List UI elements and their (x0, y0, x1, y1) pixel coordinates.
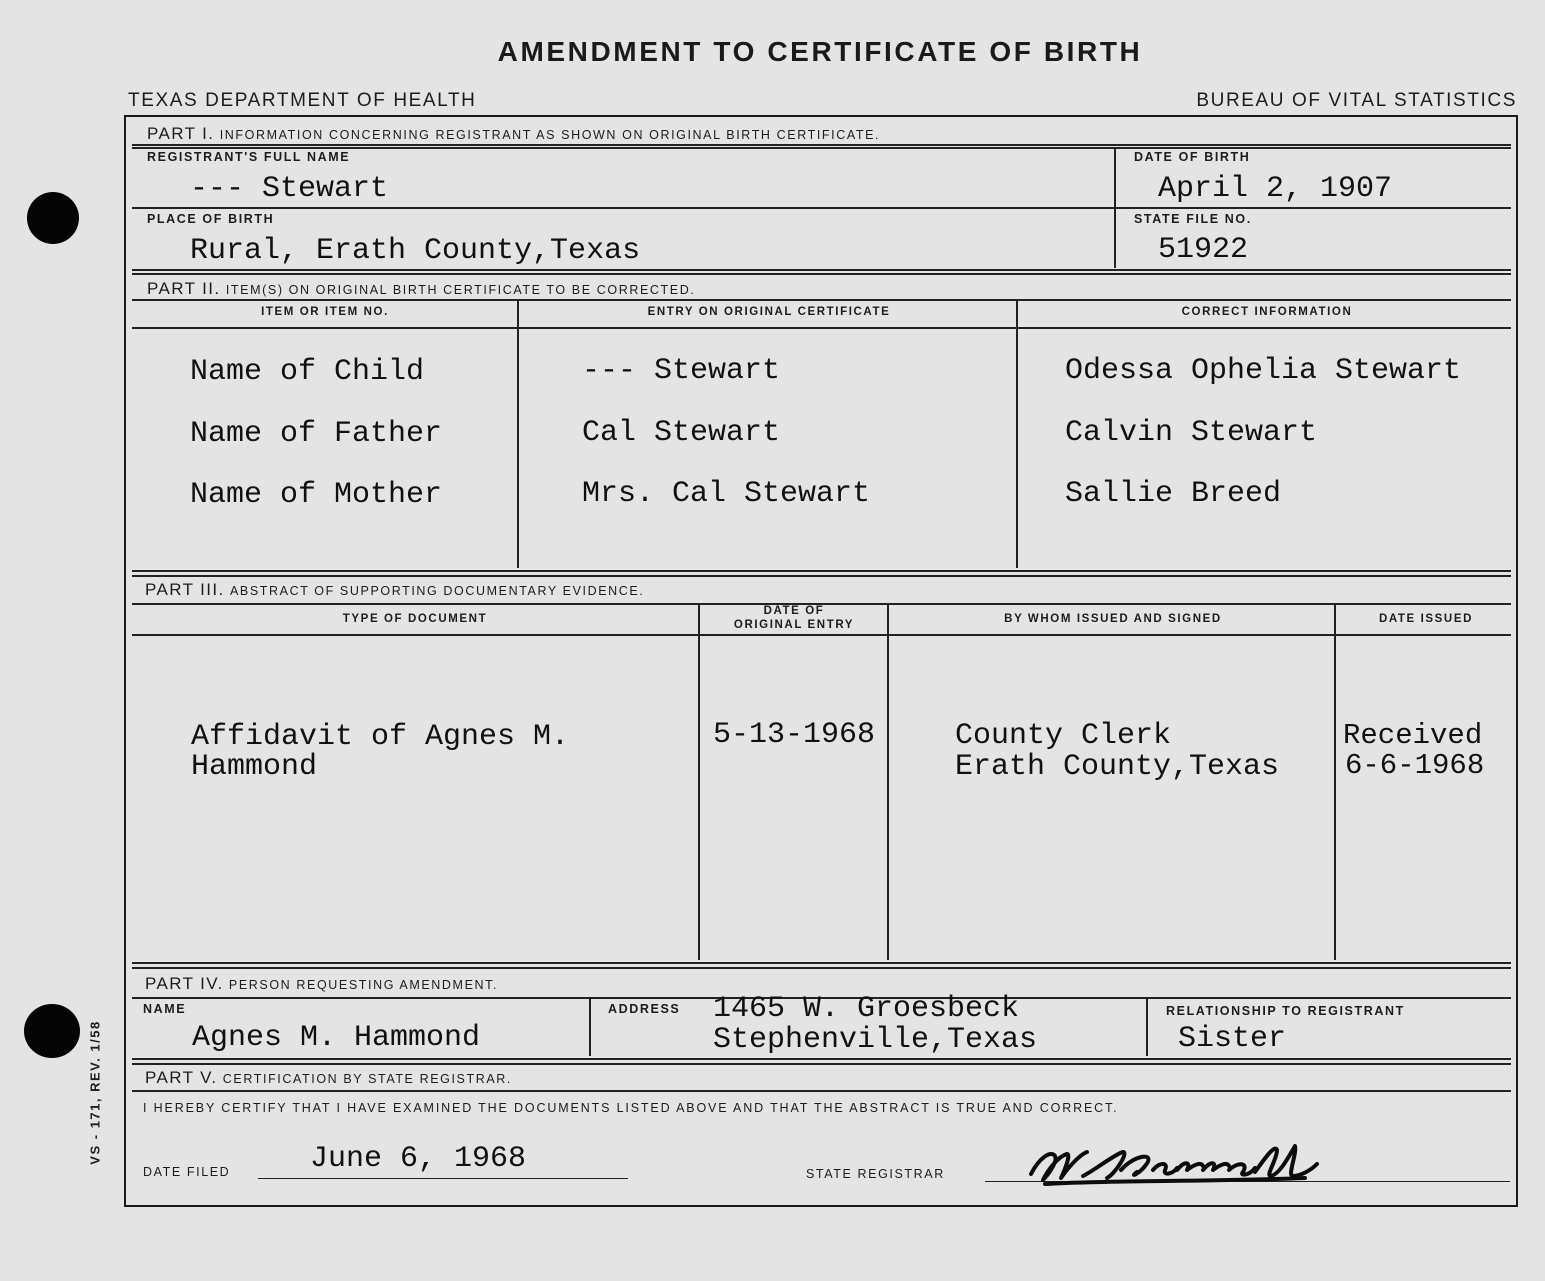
part2-number: PART II. (147, 279, 221, 298)
part2-row-child-original: --- Stewart (582, 354, 781, 388)
requester-address-line1: 1465 W. Groesbeck (713, 992, 1020, 1026)
part1-heading (147, 124, 880, 144)
part2-title: ITEM(S) ON ORIGINAL BIRTH CERTIFICATE TO BE CORRECTED. (225, 283, 696, 297)
evidence-type-line2: Hammond (191, 750, 318, 784)
part4-number: PART IV. (145, 974, 224, 993)
state-registrar-label: STATE REGISTRAR (806, 1167, 945, 1181)
registrant-name-value: --- Stewart (190, 172, 389, 206)
place-of-birth-label: PLACE OF BIRTH (147, 212, 275, 226)
place-of-birth-value: Rural, Erath County,Texas (190, 234, 641, 268)
part2-row-mother-item: Name of Mother (190, 478, 443, 512)
part2-col-original: ENTRY ON ORIGINAL CERTIFICATE (647, 306, 891, 318)
evidence-original-entry: 5-13-1968 (713, 718, 876, 752)
part2-row-child-item: Name of Child (190, 355, 425, 389)
part5-title: CERTIFICATION BY STATE REGISTRAR. (222, 1072, 512, 1086)
date-filed-label: DATE FILED (143, 1165, 231, 1179)
requester-address-line2: Stephenville,Texas (713, 1023, 1038, 1057)
part2-row-father-item: Name of Father (190, 417, 443, 451)
part2-col-correct: CORRECT INFORMATION (1181, 306, 1353, 318)
evidence-date-issued-line1: Received (1343, 719, 1483, 752)
registrar-signature (1025, 1140, 1325, 1196)
part2-row-child-correct: Odessa Ophelia Stewart (1065, 354, 1462, 388)
part2-heading (147, 279, 695, 299)
part3-col-date-line1: DATE OF (763, 605, 825, 617)
evidence-issued-by-line2: Erath County,Texas (955, 750, 1280, 784)
relationship-value: Sister (1178, 1022, 1287, 1056)
evidence-type-line1: Affidavit of Agnes M. (191, 720, 570, 754)
bureau-name: BUREAU OF VITAL STATISTICS (1196, 90, 1517, 111)
date-of-birth-value: April 2, 1907 (1158, 172, 1393, 206)
part3-col-issued-by: BY WHOM ISSUED AND SIGNED (1004, 613, 1222, 625)
certification-statement: I HEREBY CERTIFY THAT I HAVE EXAMINED THE DOCUMENTS LISTED ABOVE AND THAT THE ABSTRACT IS TRUE AND CORRECT. (143, 1101, 1119, 1115)
part3-col-date-issued: DATE ISSUED (1378, 613, 1474, 625)
part3-title: ABSTRACT OF SUPPORTING DOCUMENTARY EVIDENCE. (229, 584, 645, 598)
part5-heading (145, 1068, 512, 1088)
date-of-birth-label: DATE OF BIRTH (1134, 150, 1251, 164)
part2-row-father-correct: Calvin Stewart (1065, 416, 1318, 450)
part5-number: PART V. (145, 1068, 218, 1087)
form-number: VS - 171, REV. 1/58 (87, 1020, 103, 1165)
part2-row-mother-original: Mrs. Cal Stewart (582, 477, 871, 511)
requester-name-label: NAME (143, 1002, 187, 1016)
requester-address-label: ADDRESS (608, 1002, 681, 1016)
evidence-date-issued-line2: 6-6-1968 (1345, 749, 1485, 782)
requester-name-value: Agnes M. Hammond (192, 1021, 481, 1055)
form-title: AMENDMENT TO CERTIFICATE OF BIRTH (497, 36, 1143, 67)
part2-col-item: ITEM OR ITEM NO. (261, 306, 389, 318)
state-file-label: STATE FILE NO. (1134, 212, 1252, 226)
registrant-name-label: REGISTRANT'S FULL NAME (147, 150, 351, 164)
evidence-issued-by-line1: County Clerk (955, 719, 1172, 753)
part4-title: PERSON REQUESTING AMENDMENT. (228, 978, 499, 992)
part1-number: PART I. (147, 124, 215, 143)
part3-col-type: TYPE OF DOCUMENT (342, 613, 488, 625)
part3-col-date-line2: ORIGINAL ENTRY (733, 619, 855, 631)
part3-heading (145, 580, 644, 600)
part1-title: INFORMATION CONCERNING REGISTRANT AS SHOWN ON ORIGINAL BIRTH CERTIFICATE. (219, 128, 881, 142)
relationship-label: RELATIONSHIP TO REGISTRANT (1166, 1004, 1405, 1018)
part4-heading (145, 974, 498, 994)
punch-hole-top (27, 192, 79, 244)
department-name: TEXAS DEPARTMENT OF HEALTH (128, 90, 477, 111)
punch-hole-bottom (24, 1004, 80, 1058)
date-filed-value: June 6, 1968 (310, 1142, 527, 1176)
part2-row-mother-correct: Sallie Breed (1065, 477, 1282, 511)
state-file-value: 51922 (1158, 233, 1249, 267)
part2-row-father-original: Cal Stewart (582, 416, 781, 450)
part3-number: PART III. (145, 580, 225, 599)
